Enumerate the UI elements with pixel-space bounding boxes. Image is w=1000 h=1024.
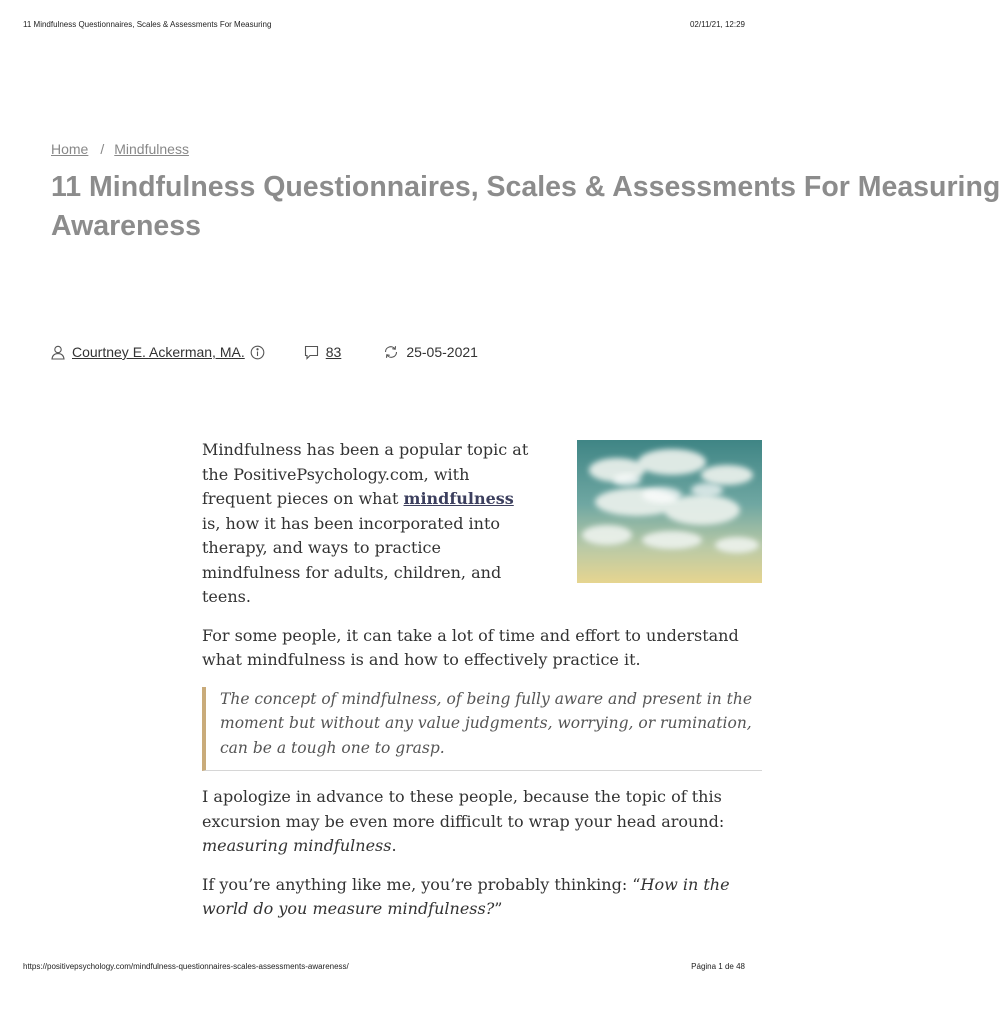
mindfulness-link[interactable]: mindfulness xyxy=(403,489,514,508)
print-footer-page-number: Página 1 de 48 xyxy=(691,962,745,971)
pull-quote: The concept of mindfulness, of being fully aware and present in the moment but without any value judgments, worrying, or rumination, can be a tough one to grasp. xyxy=(202,687,762,772)
user-icon xyxy=(51,345,65,360)
article-body xyxy=(202,438,762,936)
comment-icon xyxy=(304,345,319,360)
hero-image xyxy=(577,440,762,583)
page-title-line-2: Awareness xyxy=(51,210,201,242)
emphasis-question: How in the world do you measure mindfulness? xyxy=(202,874,730,918)
print-footer-url: https://positivepsychology.com/mindfulness-questionnaires-scales-assessments-awareness/ xyxy=(23,962,349,971)
author-meta xyxy=(51,344,265,360)
author-link[interactable]: Courtney E. Ackerman, MA. xyxy=(72,344,245,360)
intro-paragraph: Mindfulness has been a popular topic at the PositivePsychology.com, with frequent pieces on what mindfulness is, how it has been incorporated into therapy, and ways to practice mindfulness for adults, children, and teens. xyxy=(202,440,529,606)
updated-date: 25-05-2021 xyxy=(406,344,478,360)
article-meta xyxy=(51,344,478,360)
print-header-datetime: 02/11/21, 12:29 xyxy=(689,20,745,29)
paragraph-4: If you’re anything like me, you’re probably thinking: “How in the world do you measure mindfulness?” xyxy=(202,874,730,918)
paragraph-2: For some people, it can take a lot of time and effort to understand what mindfulness is and how to effectively practice it. xyxy=(202,625,739,669)
refresh-icon xyxy=(383,345,399,359)
breadcrumb-category-link[interactable]: Mindfulness xyxy=(114,141,189,157)
updated-meta xyxy=(376,344,478,360)
page-title-line-1: 11 Mindfulness Questionnaires, Scales & Assessments For Measuring xyxy=(51,171,1000,203)
breadcrumb-separator: / xyxy=(100,141,105,157)
paragraph-3: I apologize in advance to these people, because the topic of this excursion may be even more difficult to wrap your head around: measuring mindfulness. xyxy=(202,787,725,855)
comments-count-link[interactable]: 83 xyxy=(325,344,342,360)
comments-meta xyxy=(304,344,342,360)
print-header-title: 11 Mindfulness Questionnaires, Scales & Assessments For Measuring xyxy=(23,20,272,29)
page-title xyxy=(51,168,1000,246)
emphasis-measuring-mindfulness: measuring mindfulness xyxy=(202,836,392,855)
page-content xyxy=(0,120,1000,950)
breadcrumb-home-link[interactable]: Home xyxy=(51,141,89,157)
info-icon[interactable] xyxy=(250,345,265,360)
breadcrumb xyxy=(51,141,189,157)
